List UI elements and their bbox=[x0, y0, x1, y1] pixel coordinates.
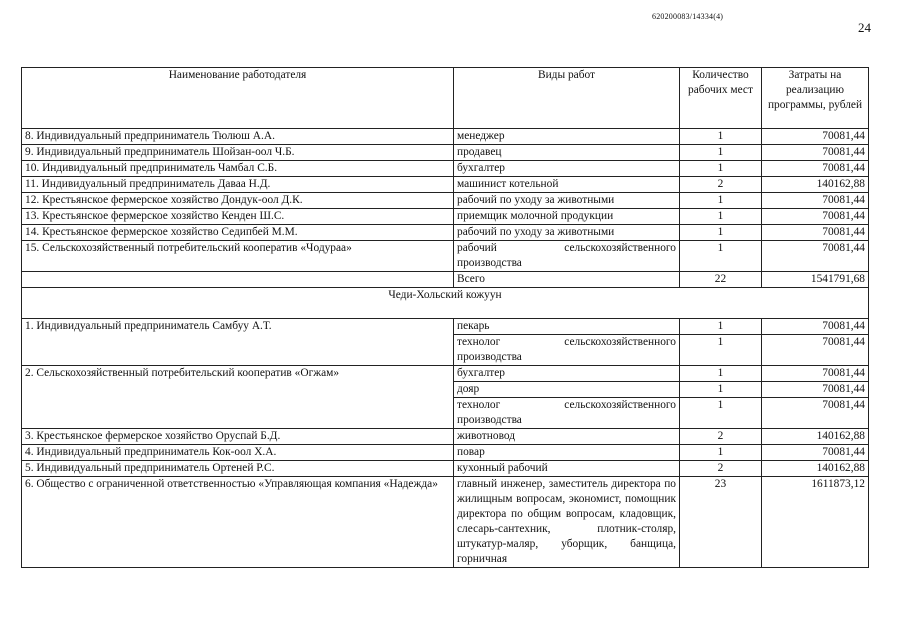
page-number: 24 bbox=[858, 20, 871, 35]
count-cell: 1 bbox=[680, 129, 762, 145]
count-cell: 1 bbox=[680, 366, 762, 382]
document-id: 620200083/14334(4) bbox=[652, 12, 724, 21]
employer-cell: 14. Крестьянское фермерское хозяйство Седипбей М.М. bbox=[22, 225, 454, 241]
work-cell: менеджер bbox=[454, 129, 680, 145]
table-row bbox=[22, 129, 869, 145]
cost-cell: 70081,44 bbox=[762, 398, 869, 429]
table-row bbox=[22, 241, 869, 272]
header-costs: Затраты на реализацию программы, рублей bbox=[762, 68, 869, 129]
cost-cell: 140162,88 bbox=[762, 177, 869, 193]
employer-cell: 13. Крестьянское фермерское хозяйство Кенден Ш.С. bbox=[22, 209, 454, 225]
header-work-type: Виды работ bbox=[454, 68, 680, 129]
count-cell: 2 bbox=[680, 177, 762, 193]
employer-cell: 11. Индивидуальный предприниматель Даваа Н.Д. bbox=[22, 177, 454, 193]
count-cell: 1 bbox=[680, 145, 762, 161]
work-cell: дояр bbox=[454, 382, 680, 398]
count-cell: 1 bbox=[680, 193, 762, 209]
employer-cell: 12. Крестьянское фермерское хозяйство Дондук-оол Д.К. bbox=[22, 193, 454, 209]
count-cell: 23 bbox=[680, 477, 762, 568]
cost-cell: 70081,44 bbox=[762, 335, 869, 366]
employer-cell: 6. Общество с ограниченной ответственностью «Управляющая компания «Надежда» bbox=[22, 477, 454, 568]
cost-cell: 140162,88 bbox=[762, 429, 869, 445]
total-label: Всего bbox=[454, 272, 680, 288]
table-row bbox=[22, 145, 869, 161]
work-cell: бухгалтер bbox=[454, 366, 680, 382]
employer-cell: 9. Индивидуальный предприниматель Шойзан-оол Ч.Б. bbox=[22, 145, 454, 161]
count-cell: 1 bbox=[680, 335, 762, 366]
cost-cell: 70081,44 bbox=[762, 319, 869, 335]
employer-cell: 10. Индивидуальный предприниматель Чамбал С.Б. bbox=[22, 161, 454, 177]
cost-cell: 70081,44 bbox=[762, 225, 869, 241]
employer-cell: 4. Индивидуальный предприниматель Кок-оол Х.А. bbox=[22, 445, 454, 461]
total-empty-cell bbox=[22, 272, 454, 288]
table-row bbox=[22, 177, 869, 193]
table-row bbox=[22, 429, 869, 445]
employer-cell: 5. Индивидуальный предприниматель Ортеней Р.С. bbox=[22, 461, 454, 477]
header-employer: Наименование работодателя bbox=[22, 68, 454, 129]
employer-cell: 15. Сельскохозяйственный потребительский кооператив «Чодураа» bbox=[22, 241, 454, 272]
count-cell: 1 bbox=[680, 398, 762, 429]
work-cell: технолог сельскохозяйственного производства bbox=[454, 398, 680, 429]
table-row bbox=[22, 445, 869, 461]
cost-cell: 140162,88 bbox=[762, 461, 869, 477]
employer-cell: 1. Индивидуальный предприниматель Самбуу А.Т. bbox=[22, 319, 454, 366]
table-row bbox=[22, 461, 869, 477]
table-row bbox=[22, 225, 869, 241]
cost-cell: 70081,44 bbox=[762, 161, 869, 177]
work-cell: бухгалтер bbox=[454, 161, 680, 177]
table-row bbox=[22, 193, 869, 209]
count-cell: 1 bbox=[680, 445, 762, 461]
count-cell: 1 bbox=[680, 209, 762, 225]
table-row bbox=[22, 366, 869, 382]
section-title: Чеди-Хольский кожуун bbox=[22, 288, 869, 319]
work-cell: технолог сельскохозяйственного производства bbox=[454, 335, 680, 366]
cost-cell: 70081,44 bbox=[762, 445, 869, 461]
total-cost: 1541791,68 bbox=[762, 272, 869, 288]
count-cell: 1 bbox=[680, 382, 762, 398]
count-cell: 1 bbox=[680, 319, 762, 335]
table-row bbox=[22, 161, 869, 177]
count-cell: 1 bbox=[680, 225, 762, 241]
total-row bbox=[22, 272, 869, 288]
cost-cell: 70081,44 bbox=[762, 366, 869, 382]
count-cell: 2 bbox=[680, 461, 762, 477]
cost-cell: 70081,44 bbox=[762, 193, 869, 209]
total-count: 22 bbox=[680, 272, 762, 288]
work-cell: повар bbox=[454, 445, 680, 461]
cost-cell: 70081,44 bbox=[762, 382, 869, 398]
cost-cell: 70081,44 bbox=[762, 209, 869, 225]
work-cell: машинист котельной bbox=[454, 177, 680, 193]
count-cell: 1 bbox=[680, 161, 762, 177]
cost-cell: 70081,44 bbox=[762, 129, 869, 145]
employer-cell: 8. Индивидуальный предприниматель Тюлюш А.А. bbox=[22, 129, 454, 145]
employer-cell: 3. Крестьянское фермерское хозяйство Оруспай Б.Д. bbox=[22, 429, 454, 445]
work-cell: кухонный рабочий bbox=[454, 461, 680, 477]
work-cell: рабочий по уходу за животными bbox=[454, 225, 680, 241]
work-cell: рабочий сельскохозяйственного производства bbox=[454, 241, 680, 272]
work-cell: главный инженер, заместитель директора по жилищным вопросам, экономист, помощник директора по общим вопросам, кладовщик, слесарь-сантехник, плотник-столяр, штукатур-маляр, уборщик, банщица, горничная bbox=[454, 477, 680, 568]
header-workers-count: Количество рабочих мест bbox=[680, 68, 762, 129]
table-row bbox=[22, 209, 869, 225]
work-cell: пекарь bbox=[454, 319, 680, 335]
count-cell: 1 bbox=[680, 241, 762, 272]
work-cell: приемщик молочной продукции bbox=[454, 209, 680, 225]
section-row bbox=[22, 288, 869, 319]
table-row bbox=[22, 477, 869, 568]
work-cell: рабочий по уходу за животными bbox=[454, 193, 680, 209]
table-header-row bbox=[22, 68, 869, 129]
work-cell: продавец bbox=[454, 145, 680, 161]
cost-cell: 70081,44 bbox=[762, 145, 869, 161]
employers-table bbox=[21, 67, 869, 568]
cost-cell: 70081,44 bbox=[762, 241, 869, 272]
employer-cell: 2. Сельскохозяйственный потребительский кооператив «Огжам» bbox=[22, 366, 454, 429]
cost-cell: 1611873,12 bbox=[762, 477, 869, 568]
table-row bbox=[22, 319, 869, 335]
count-cell: 2 bbox=[680, 429, 762, 445]
work-cell: животновод bbox=[454, 429, 680, 445]
